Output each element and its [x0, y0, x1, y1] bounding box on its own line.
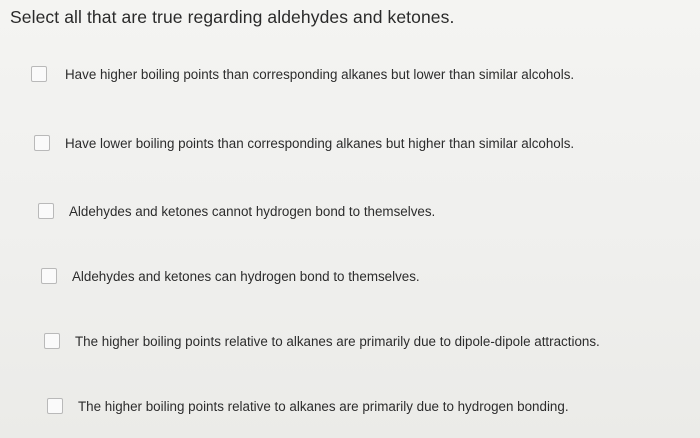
- answer-option-label: Aldehydes and ketones cannot hydrogen bond to themselves.: [69, 203, 436, 219]
- answer-option-label: Have lower boiling points than corresponding alkanes but higher than similar alcohols.: [65, 135, 575, 151]
- answer-option-3[interactable]: [38, 203, 435, 219]
- answer-option-1[interactable]: [31, 66, 574, 82]
- answer-option-2[interactable]: [34, 135, 574, 151]
- answer-option-label: Have higher boiling points than corresponding alkanes but lower than similar alcohols.: [65, 66, 575, 82]
- answer-option-label: The higher boiling points relative to alkanes are primarily due to hydrogen bonding.: [78, 398, 569, 414]
- checkbox-icon[interactable]: [47, 398, 63, 414]
- checkbox-icon[interactable]: [34, 135, 50, 151]
- answer-option-5[interactable]: [44, 333, 600, 349]
- answer-option-label: Aldehydes and ketones can hydrogen bond to themselves.: [72, 268, 420, 284]
- checkbox-icon[interactable]: [31, 66, 47, 82]
- question-prompt: Select all that are true regarding aldehydes and ketones.: [10, 7, 455, 27]
- checkbox-icon[interactable]: [44, 333, 60, 349]
- checkbox-icon[interactable]: [38, 203, 54, 219]
- answer-option-4[interactable]: [41, 268, 420, 284]
- checkbox-icon[interactable]: [41, 268, 57, 284]
- answer-option-label: The higher boiling points relative to alkanes are primarily due to dipole-dipole attractions.: [75, 333, 600, 349]
- answer-option-6[interactable]: [47, 398, 569, 414]
